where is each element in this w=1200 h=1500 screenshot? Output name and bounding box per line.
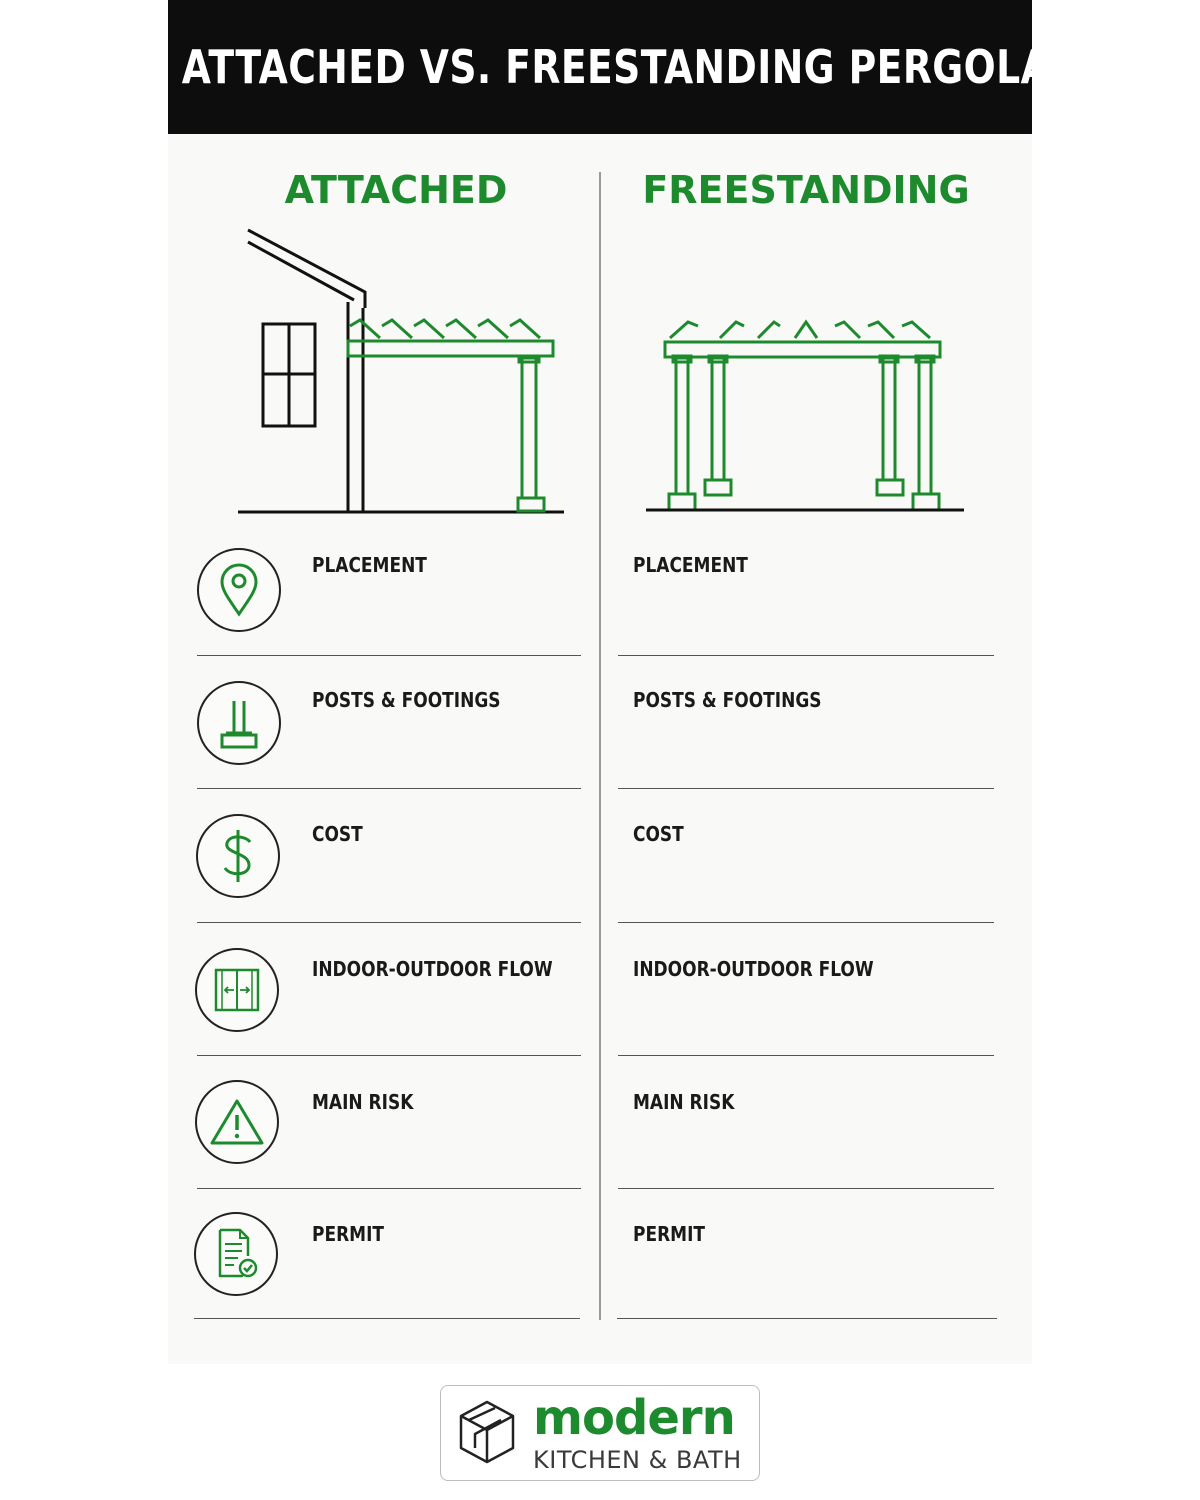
attached-posts-footings-label: POSTS & FOOTINGS: [312, 688, 501, 712]
attached-main-risk-label: MAIN RISK: [312, 1090, 414, 1114]
freestanding-main-risk-label: MAIN RISK: [633, 1090, 735, 1114]
row-separator: [197, 922, 581, 923]
freestanding-permit-label: PERMIT: [633, 1222, 706, 1246]
brand-logo: [440, 1385, 760, 1481]
attached-pergola-illustration: [230, 222, 575, 522]
row-separator: [618, 922, 994, 923]
freestanding-placement-label: PLACEMENT: [633, 553, 748, 577]
row-separator: [618, 1188, 994, 1189]
document-check-icon: [194, 1212, 278, 1296]
row-separator: [618, 1055, 994, 1056]
brand-tagline: KITCHEN & BATH: [533, 1446, 742, 1474]
attached-placement-label: PLACEMENT: [312, 553, 427, 577]
dollar-sign-icon: [196, 814, 280, 898]
row-separator: [197, 655, 581, 656]
column-divider: [599, 172, 601, 1320]
post-footing-icon: [197, 681, 281, 765]
row-separator: [617, 1318, 997, 1319]
row-separator: [197, 1188, 581, 1189]
row-separator: [618, 655, 994, 656]
freestanding-indoor-outdoor-flow-label: INDOOR-OUTDOOR FLOW: [633, 957, 874, 981]
page-title: ATTACHED VS. FREESTANDING PERGOLA: [182, 40, 1051, 94]
row-separator: [197, 1055, 581, 1056]
freestanding-column-title: FREESTANDING: [642, 168, 970, 212]
location-pin-icon: [197, 548, 281, 632]
attached-permit-label: PERMIT: [312, 1222, 385, 1246]
freestanding-cost-label: COST: [633, 822, 684, 846]
warning-triangle-icon: [195, 1080, 279, 1164]
freestanding-pergola-illustration: [640, 312, 970, 522]
attached-column-title: ATTACHED: [284, 168, 508, 212]
row-separator: [618, 788, 994, 789]
row-separator: [194, 1318, 580, 1319]
attached-cost-label: COST: [312, 822, 363, 846]
header-banner: [168, 0, 1051, 134]
cube-logo-icon: [455, 1398, 519, 1468]
row-separator: [197, 788, 581, 789]
sliding-door-icon: [195, 948, 279, 1032]
freestanding-posts-footings-label: POSTS & FOOTINGS: [633, 688, 822, 712]
attached-indoor-outdoor-flow-label: INDOOR-OUTDOOR FLOW: [312, 957, 553, 981]
brand-name: modern: [533, 1390, 735, 1446]
